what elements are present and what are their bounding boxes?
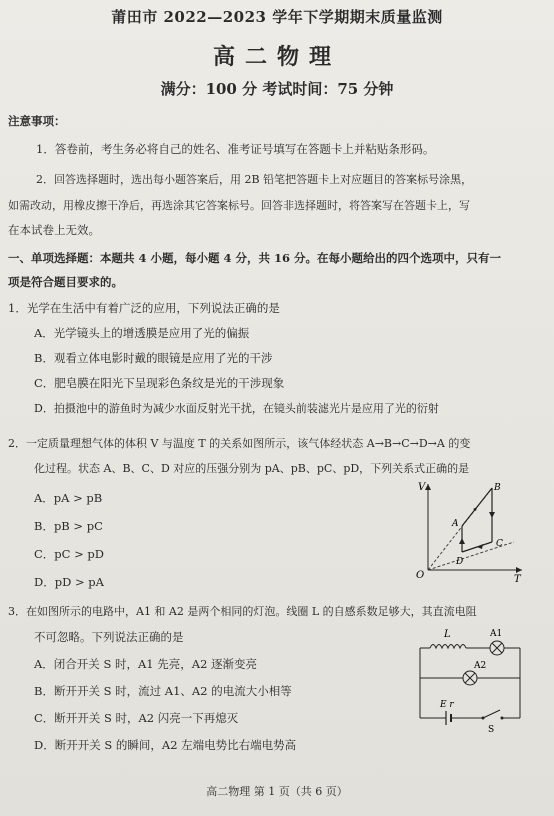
notice-item-2-line-2: 如需改动，用橡皮擦干净后，再选涂其它答案标号。回答非选择题时，将答案写在答题卡上，写 bbox=[8, 199, 470, 212]
point-a-label: A bbox=[452, 519, 459, 529]
arrow-bc bbox=[489, 512, 495, 518]
v-axis-label: V bbox=[418, 482, 426, 493]
t-axis-label: T bbox=[514, 574, 521, 585]
arrow-da bbox=[459, 538, 465, 544]
notice-item-2-line-3: 在本试卷上无效。 bbox=[8, 223, 100, 237]
page-footer: 高二物理 第 1 页（共 6 页） bbox=[206, 785, 348, 798]
origin-label: O bbox=[416, 570, 425, 581]
q1-option-a: A．光学镜头上的增透膜是应用了光的偏振 bbox=[34, 326, 250, 340]
q3-option-b: B．断开开关 S 时，流过 A1、A2 的电流大小相等 bbox=[34, 684, 292, 698]
q3-stem-line-1: 3．在如图所示的电路中，A1 和 A2 是两个相同的灯泡。线圈 L 的自感系数足够大，其直流电阻 bbox=[8, 605, 477, 618]
v-axis-arrow bbox=[425, 484, 431, 490]
point-b-label: B bbox=[494, 483, 501, 493]
exam-title: 莆田市 2022—2023 学年下学期期末质量监测 bbox=[111, 8, 443, 26]
q1-option-b: B．观看立体电影时戴的眼镜是应用了光的干涉 bbox=[34, 351, 273, 365]
q3-option-c: C．断开开关 S 时，A2 闪亮一下再熄灭 bbox=[34, 711, 239, 725]
switch-label: S bbox=[488, 725, 495, 734]
lamp-a1-label: A1 bbox=[490, 629, 503, 639]
circuit-diagram bbox=[408, 626, 532, 734]
vt-graph bbox=[410, 478, 528, 586]
score-and-time: 满分：100 分 考试时间：75 分钟 bbox=[160, 80, 394, 98]
q3-stem-line-2: 不可忽略。下列说法正确的是 bbox=[34, 630, 184, 644]
battery-label: E r bbox=[440, 700, 454, 710]
coil-label: L bbox=[444, 629, 451, 640]
q2-stem-line-1: 2．一定质量理想气体的体积 V 与温度 T 的关系如图所示，该气体经状态 A→B→C→D→A 的变 bbox=[8, 437, 471, 450]
q2-option-d: D．pD > pA bbox=[34, 575, 104, 589]
q3-option-a: A．闭合开关 S 时，A1 先亮，A2 逐渐变亮 bbox=[34, 657, 258, 671]
q2-stem-line-2: 化过程。状态 A、B、C、D 对应的压强分别为 pA、pB、pC、pD，下列关系式正确的是 bbox=[34, 462, 470, 475]
q1-option-d: D．拍摄池中的游鱼时为减少水面反射光干扰，在镜头前装滤光片是应用了光的衍射 bbox=[34, 402, 439, 415]
q1-stem: 1．光学在生活中有着广泛的应用，下列说法正确的是 bbox=[8, 301, 280, 315]
q3-option-d: D．断开开关 S 的瞬间，A2 左端电势比右端电势高 bbox=[34, 738, 297, 752]
lamp-a2-label: A2 bbox=[474, 661, 487, 671]
q1-option-c: C．肥皂膜在阳光下呈现彩色条纹是光的干涉现象 bbox=[34, 376, 285, 390]
coil-l bbox=[430, 645, 466, 649]
q2-option-a: A．pA > pB bbox=[34, 491, 103, 505]
q2-option-c: C．pC > pD bbox=[34, 547, 104, 561]
notice-item-2-line-1: 2．回答选择题时，选出每小题答案后，用 2B 铅笔把答题卡上对应题目的答案标号涂黑， bbox=[36, 173, 473, 186]
section-1-heading-cont: 项是符合题目要求的。 bbox=[8, 275, 123, 289]
point-c-label: C bbox=[496, 539, 503, 549]
notice-item-1: 1．答卷前，考生务必将自己的姓名、准考证号填写在答题卡上并粘贴条形码。 bbox=[36, 142, 435, 156]
subject-title: 高二物理 bbox=[212, 44, 341, 70]
section-1-heading: 一、单项选择题：本题共 4 小题，每小题 4 分，共 16 分。在每小题给出的四个选项中，只有一 bbox=[8, 251, 502, 265]
q2-option-b: B．pB > pC bbox=[34, 519, 103, 533]
switch-blade bbox=[483, 710, 500, 718]
notice-heading: 注意事项： bbox=[8, 114, 66, 128]
point-d-label: D bbox=[456, 557, 464, 567]
t-axis-arrow bbox=[516, 567, 522, 573]
